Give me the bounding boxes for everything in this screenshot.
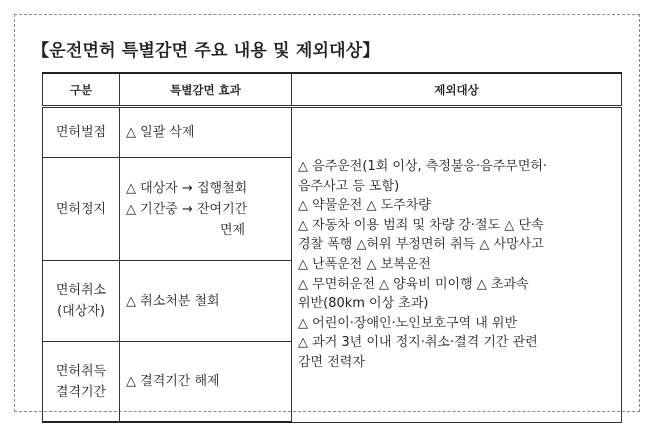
header-category: 구분 [43, 73, 120, 107]
effect-line: △ 일괄 삭제 [126, 125, 195, 140]
exclusion-line: 경찰 폭행 △허위 부정면허 취득 △ 사망사고 [298, 237, 544, 253]
exclusion-line: △ 음주운전(1회 이상, 측정불응·음주무면허· [298, 158, 548, 174]
category-line: (대상자) [57, 304, 105, 319]
table-header-row [43, 73, 622, 107]
header-exclusions: 제외대상 [292, 73, 622, 107]
effect-cell [120, 342, 292, 423]
effect-cell [120, 107, 292, 158]
category-cell: 면허정지 [43, 158, 120, 261]
exclusion-line: △ 약물운전 △ 도주차량 [298, 198, 431, 214]
effect-cell [120, 158, 292, 261]
effect-cell [120, 261, 292, 342]
exclusions-cell [292, 107, 622, 423]
exclusion-line: 위반(80km 이상 초과) [298, 296, 429, 312]
category-line: 결격기간 [55, 384, 107, 400]
exclusion-line: 음주사고 등 포함) [298, 178, 400, 194]
category-line: 면허취득 [55, 363, 107, 379]
exclusion-line: △ 자동차 이용 범죄 및 차량 강·절도 △ 단속 [298, 217, 544, 233]
document-title: 【운전면허 특별감면 주요 내용 및 제외대상】 [32, 41, 380, 61]
effect-line: △ 결격기간 해제 [126, 374, 220, 389]
exemption-table [42, 72, 622, 423]
exclusion-line: △ 난폭운전 △ 보복운전 [298, 256, 431, 272]
category-cell: 면허벌점 [43, 107, 120, 158]
exclusion-line: 감면 전력자 [298, 354, 365, 370]
category-line: 면허취소 [55, 283, 107, 298]
effect-line: △ 취소처분 철회 [126, 293, 220, 309]
effect-line: △ 기간중 → 잔여기간 [126, 201, 248, 217]
table-row [43, 107, 622, 158]
exclusion-line: △ 과거 3년 이내 정지·취소·결격 기간 관련 [298, 335, 538, 351]
category-cell [43, 342, 120, 423]
header-effect: 특별감면 효과 [120, 73, 292, 107]
exclusion-line: △ 어린이·장애인·노인보호구역 내 위반 [298, 315, 518, 331]
exclusion-line: △ 무면허운전 △ 양육비 미이행 △ 초과속 [298, 276, 529, 292]
effect-line: △ 대상자 → 집행철회 [126, 180, 248, 196]
effect-line: 면제 [220, 222, 246, 238]
category-cell [43, 261, 120, 342]
